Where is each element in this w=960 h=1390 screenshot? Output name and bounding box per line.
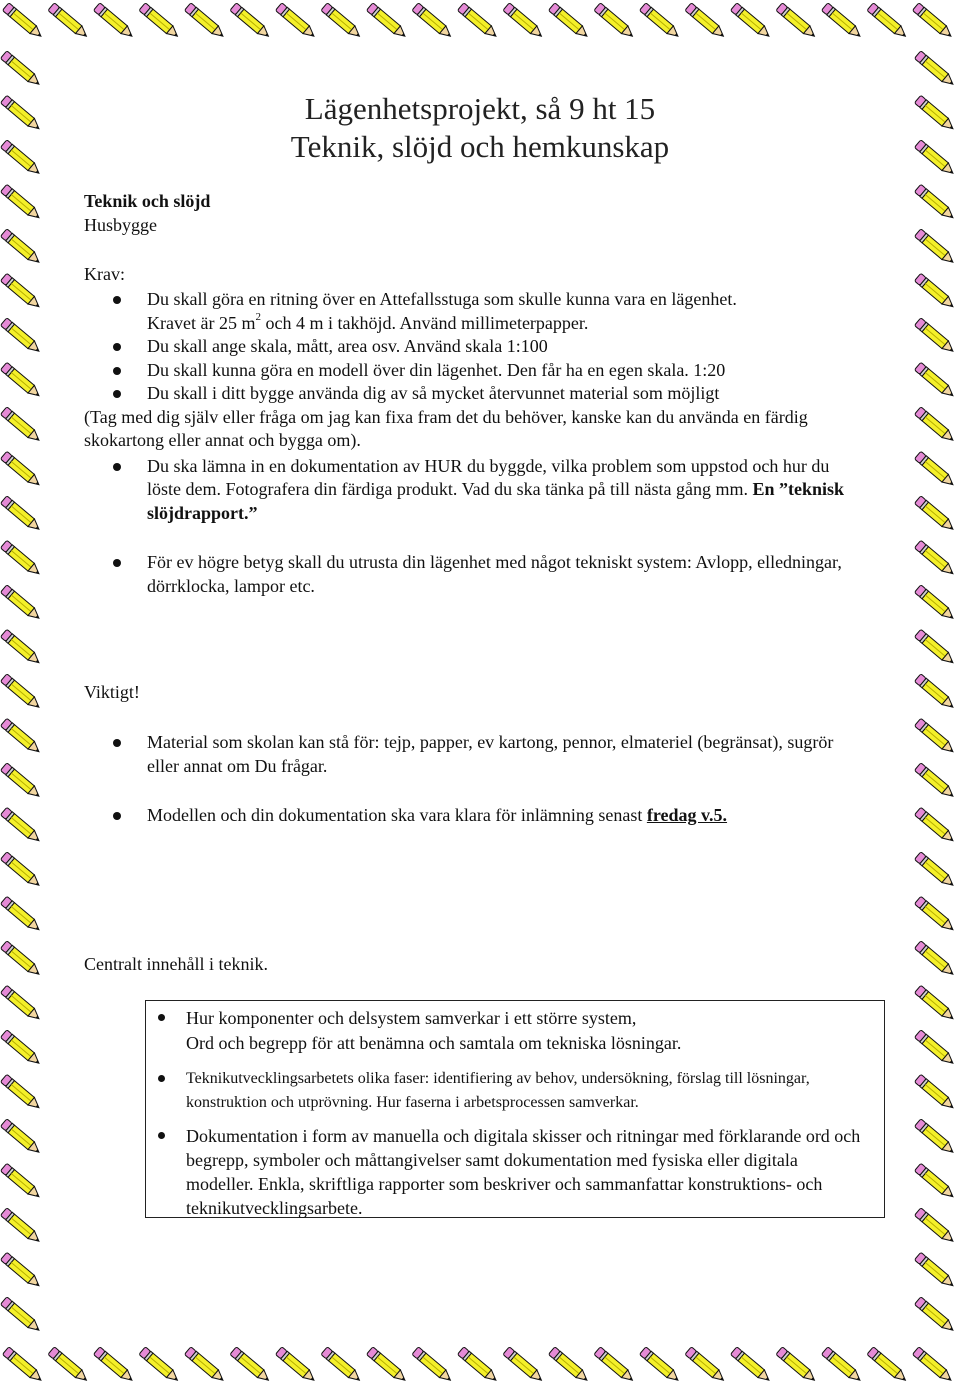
bullet-icon	[113, 296, 121, 304]
viktigt-list	[84, 731, 864, 828]
superscript-2: 2	[255, 310, 261, 323]
krav-item-1-height: och 4 m i takhöjd. Använd millimeterpapper.	[265, 312, 589, 333]
krav-item-5-text: Du ska lämna in en dokumentation av HUR du byggde, vilka problem som uppstod och hur du löste dem. Fotografera din färdiga produkt. Vad du ska tänka på till nästa gång mm.	[147, 455, 830, 499]
bullet-icon	[113, 343, 121, 351]
list-item	[84, 731, 864, 778]
list-item	[146, 1067, 884, 1115]
list-item	[84, 288, 864, 335]
list-item	[84, 551, 864, 598]
krav-item-4-text: Du skall i ditt bygge använda dig av så mycket återvunnet material som möjligt	[147, 383, 720, 403]
page-subtitle: Teknik, slöjd och hemkunskap	[290, 129, 670, 164]
list-item	[84, 382, 864, 453]
page-title: Lägenhetsprojekt, så 9 ht 15	[304, 91, 656, 126]
list-item	[146, 1006, 884, 1056]
section-heading: Teknik och slöjd	[84, 191, 211, 211]
centralt-label: Centralt innehåll i teknik.	[84, 954, 268, 974]
krav-item-5-emphasis: En ”teknisk slöjdrapport.”	[147, 479, 845, 523]
bullet-icon	[113, 812, 121, 820]
krav-item-4-continuation: (Tag med dig själv eller fråga om jag kan fixa fram det du behöver, kanske kan du använda en färdig skokartong eller annat och bygga om).	[84, 406, 808, 450]
krav-item-3-text: Du skall kunna göra en modell över din lägenhet. Den får ha en egen skala. 1:20	[147, 359, 726, 380]
deadline: fredag v.5.	[646, 805, 728, 825]
centralt-box	[145, 1000, 885, 1218]
krav-list	[84, 288, 864, 598]
krav-item-1-text: Du skall göra en ritning över en Attefallsstuga som skulle kunna vara en lägenhet.	[147, 289, 737, 309]
krav-item-2-text: Du skall ange skala, mått, area osv. Använd skala 1:100	[147, 336, 548, 356]
list-item	[84, 455, 864, 526]
bullet-icon	[113, 367, 121, 375]
bullet-icon	[113, 390, 121, 398]
list-item	[84, 335, 864, 359]
viktigt-label: Viktigt!	[84, 682, 140, 702]
bullet-icon	[158, 1075, 165, 1082]
centralt-item-3-text: Dokumentation i form av manuella och digitala skisser och ritningar med förklarande ord och begrepp, symboler och måttangivelser samt dokumentation med fysiska eller digitala modeller. Enkla, skriftliga rapporter som beskriver och sammanfattar konstruktions- och teknikutvecklingsarbete.	[186, 1126, 861, 1218]
bullet-icon	[158, 1014, 165, 1021]
list-item	[146, 1124, 884, 1220]
krav-item-6-text: För ev högre betyg skall du utrusta din lägenhet med något tekniskt system: Avlopp, elledningar, dörrklocka, lampor etc.	[147, 552, 842, 596]
list-item	[84, 804, 864, 828]
bullet-icon	[113, 463, 121, 471]
krav-item-1-area: Kravet är 25 m	[147, 312, 256, 333]
bullet-icon	[113, 559, 121, 567]
viktigt-item-2-text: Modellen och din dokumentation ska vara klara för inlämning senast	[147, 805, 643, 825]
bullet-icon	[113, 739, 121, 747]
krav-label: Krav:	[84, 264, 125, 284]
section-subheading: Husbygge	[84, 215, 157, 235]
viktigt-item-1-text: Material som skolan kan stå för: tejp, papper, ev kartong, pennor, elmateriel (begränsat), sugrör eller annat om Du frågar.	[147, 732, 834, 776]
bullet-icon	[158, 1132, 165, 1139]
list-item	[84, 359, 864, 383]
centralt-item-1-line2: Ord och begrepp för att benämna och samtala om tekniska lösningar.	[186, 1033, 682, 1053]
centralt-item-2-text: Teknikutvecklingsarbetets olika faser: identifiering av behov, undersökning, förslag till lösningar, konstruktion och utprövning. Hur faserna i arbetsprocessen samverkar.	[186, 1070, 810, 1111]
centralt-item-1-text: Hur komponenter och delsystem samverkar i ett större system,	[186, 1008, 637, 1028]
